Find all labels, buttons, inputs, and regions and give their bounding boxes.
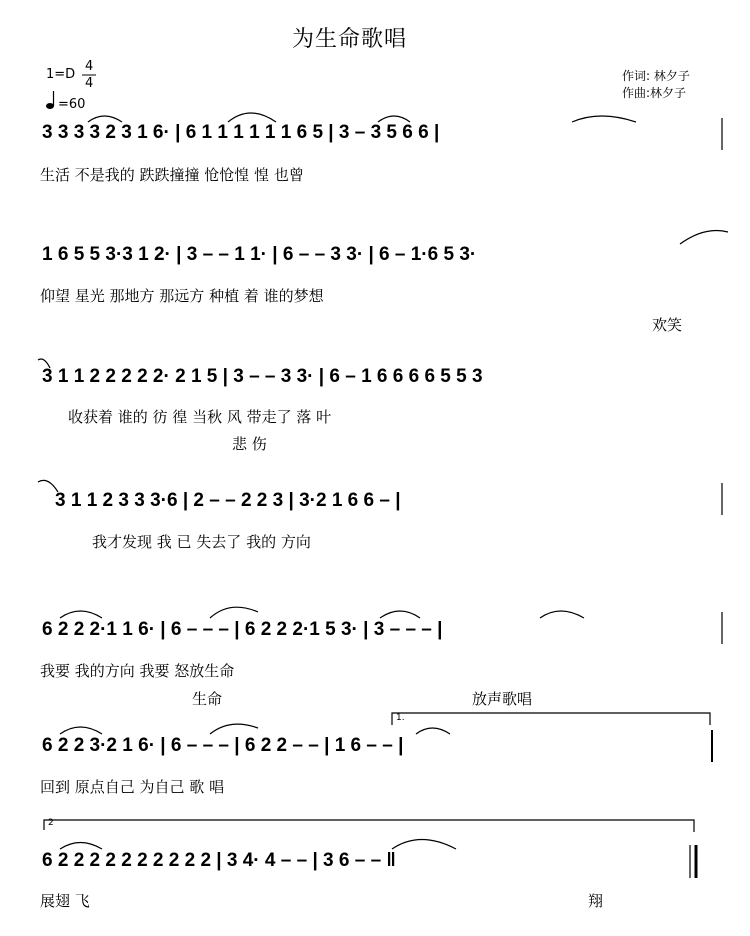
composer-credit: 作曲:林夕子: [622, 86, 687, 100]
system-7-lyrics-end: 翔: [588, 892, 604, 910]
system-4-notes: 3 1 1 2 3 3 3·6 | 2 – – 2 2 3 | 3·2 1 6 6 – |: [55, 490, 401, 511]
time-signature-top: 4: [85, 59, 94, 74]
system-5-lyrics: 我要 我的方向 我要 怒放生命: [40, 662, 235, 680]
volta-1-label: 1.: [396, 713, 405, 723]
system-1-notes: 3 3 3 3 2 3 1 6· | 6 1 1 1 1 1 1 6 5 | 3 – 3 5 6 6 |: [42, 122, 440, 143]
song-title: 为生命歌唱: [292, 27, 408, 52]
system-7-notes: 6 2 2 2 2 2 2 2 2 2 2 | 3 4· 4 – – | 3 6 – – ‖: [42, 850, 396, 871]
system-1-lyrics: 生活 不是我的 跌跌撞撞 怆怆惶 惶 也曾: [40, 166, 304, 184]
system-5-lyrics-verse2b: 放声歌唱: [472, 690, 533, 708]
system-5-lyrics-verse2a: 生命: [192, 690, 223, 708]
system-3-lyrics: 收获着 谁的 彷 徨 当秋 风 带走了 落 叶: [68, 408, 332, 426]
system-6-notes: 6 2 2 3·2 1 6· | 6 – – – | 6 2 2 – – | 1 6 – – |: [42, 735, 404, 756]
tempo-marking: =60: [58, 97, 86, 112]
quarter-note-icon: [46, 91, 54, 109]
system-7-lyrics: 展翅 飞: [40, 892, 90, 910]
system-6-lyrics: 回到 原点自己 为自己 歌 唱: [40, 778, 225, 796]
system-2-lyrics: 仰望 星光 那地方 那远方 种植 着 谁的梦想: [40, 287, 324, 305]
time-signature-bottom: 4: [85, 76, 94, 91]
system-5-notes: 6 2 2 2·1 1 6· | 6 – – – | 6 2 2 2·1 5 3· | 3 – – – |: [42, 619, 443, 640]
lyricist-credit: 作词: 林夕子: [622, 69, 690, 83]
system-4-lyrics: 我才发现 我 已 失去了 我的 方向: [92, 533, 311, 551]
system-3-notes: 3 1 1 2 2 2 2 2· 2 1 5 | 3 – – 3 3· | 6 – 1 6 6 6 6 5 5 3: [42, 366, 483, 387]
system-2-lyrics-verse2: 欢笑: [652, 316, 683, 334]
key-signature: 1=D: [46, 67, 76, 82]
volta-2-label: 2: [48, 818, 54, 828]
system-2-notes: 1 6 5 5 3·3 1 2· | 3 – – 1 1· | 6 – – 3 3· | 6 – 1·6 5 3·: [42, 244, 477, 265]
system-3-lyrics-verse2: 悲 伤: [232, 435, 267, 453]
